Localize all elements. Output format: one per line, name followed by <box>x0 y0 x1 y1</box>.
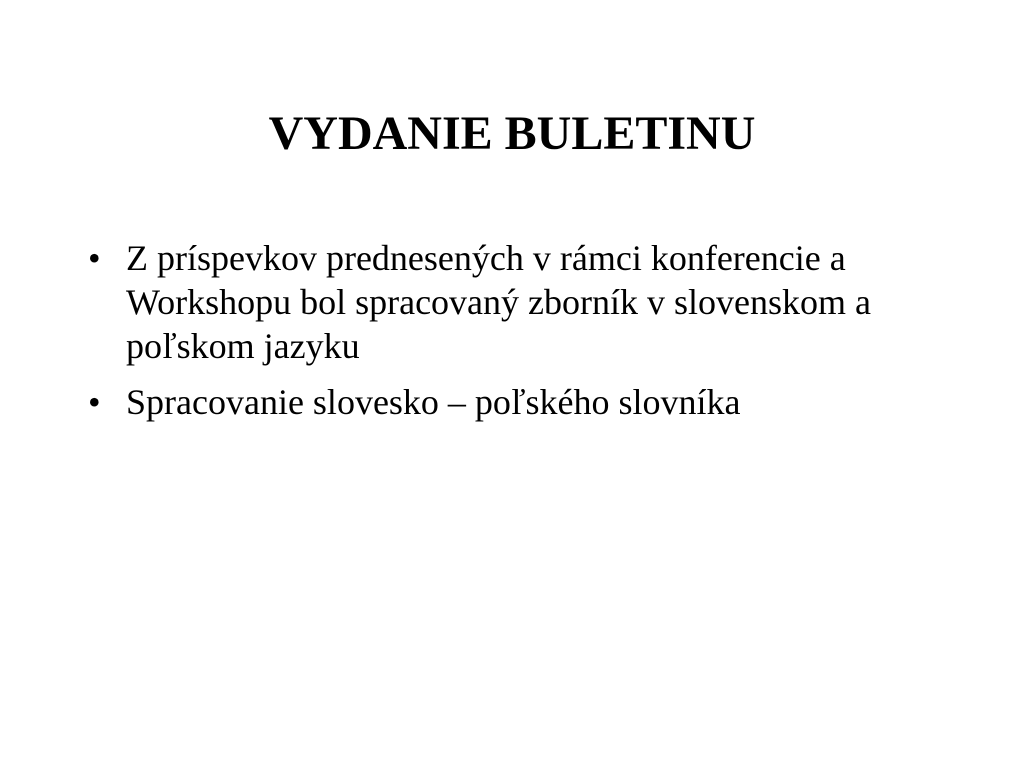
slide-title: VYDANIE BULETINU <box>268 107 756 160</box>
bullet-text: Z príspevkov prednesených v rámci konferencie a Workshopu bol spracovaný zborník v slovenskom a poľskom jazyku <box>126 238 871 366</box>
bullet-text: Spracovanie slovesko – poľského slovníka <box>126 382 741 422</box>
bullet-list <box>88 236 948 436</box>
bullet-marker: • <box>88 238 101 278</box>
bullet-marker: • <box>88 382 101 422</box>
bullet-item <box>88 380 948 424</box>
bullet-item <box>88 236 948 368</box>
